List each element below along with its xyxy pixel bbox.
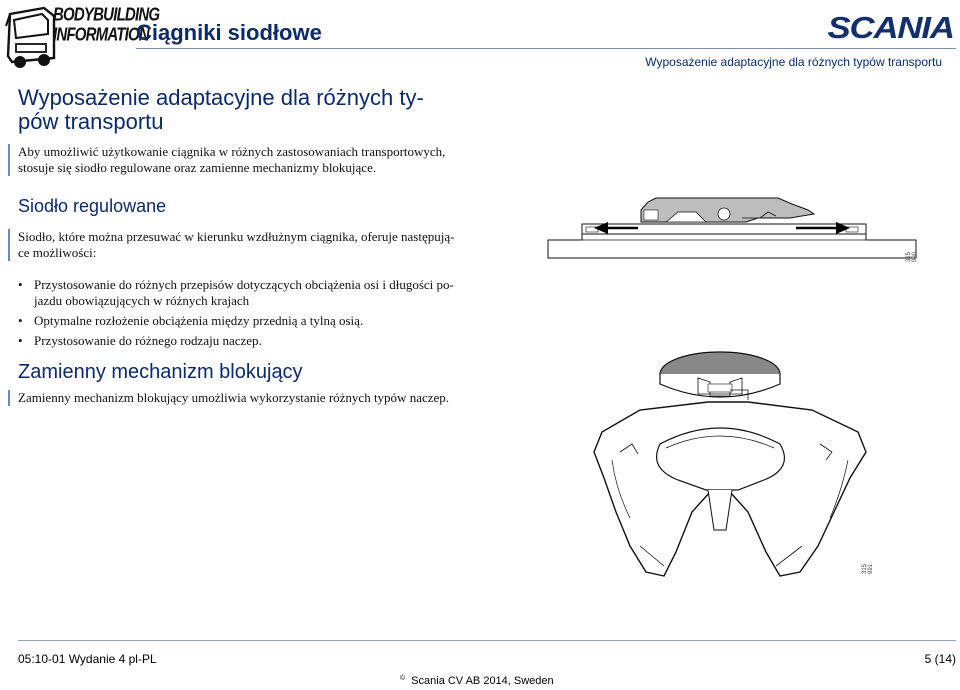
bullet-list bbox=[18, 277, 468, 349]
list-item bbox=[18, 333, 468, 349]
list-item bbox=[18, 277, 468, 309]
intro-line2: stosuje się siodło regulowane oraz zamienne mechanizmy blokujące. bbox=[18, 160, 377, 175]
section-heading-line2: pów transportu bbox=[18, 109, 164, 134]
footer-edition: 05:10-01 Wydanie 4 pl-PL bbox=[18, 652, 157, 666]
page-number: 5 (14) bbox=[924, 652, 956, 666]
list-item bbox=[18, 313, 468, 329]
brand-line1: BODYBUILDING bbox=[53, 4, 160, 26]
footer-divider bbox=[18, 640, 956, 641]
section-heading-line1: Wyposażenie adaptacyjne dla różnych ty- bbox=[18, 85, 424, 110]
scania-logo: SCANIA bbox=[827, 10, 954, 45]
figure-adjustable-fifth-wheel bbox=[546, 188, 918, 262]
copyright-line bbox=[400, 675, 554, 687]
bullet-text: • Przystosowanie do różnych przepisów dotyczących obciążenia osi i długości po- bbox=[34, 277, 454, 292]
header-subtitle: Wyposażenie adaptacyjne dla różnych typów transportu bbox=[645, 55, 942, 69]
truck-icon bbox=[4, 6, 60, 70]
intro-paragraph bbox=[18, 144, 468, 176]
figure-code: 315 991 bbox=[862, 563, 874, 574]
brand-line2: INFORMATION bbox=[53, 24, 149, 46]
page-title: Ciągniki siodłowe bbox=[136, 20, 322, 45]
change-bar bbox=[8, 229, 10, 261]
figure-locking-mechanism bbox=[580, 340, 880, 590]
bullet-text: • Przystosowanie do różnego rodzaju naczep. bbox=[34, 333, 262, 348]
locking-mechanism-illustration bbox=[580, 340, 880, 590]
copyright-symbol: © bbox=[400, 675, 406, 682]
subsection-heading-adjustable: Siodło regulowane bbox=[18, 196, 167, 216]
section-heading bbox=[18, 86, 468, 134]
lock-text: Zamienny mechanizm blokujący umożliwia wykorzystanie różnych typów naczep. bbox=[18, 390, 450, 405]
bullet-text-cont: jazdu obowiązujących w różnych krajach bbox=[34, 293, 250, 308]
fifth-wheel-side-illustration bbox=[546, 188, 918, 262]
subsection-heading-lock: Zamienny mechanizm blokujący bbox=[18, 361, 303, 383]
main-content bbox=[18, 86, 468, 406]
change-bar bbox=[8, 390, 10, 406]
header-divider bbox=[136, 48, 956, 49]
intro-line1: Aby umożliwić użytkowanie ciągnika w różnych zastosowaniach transportowych, bbox=[18, 144, 446, 159]
adjustable-paragraph bbox=[18, 229, 468, 261]
bullet-text: • Optymalne rozłożenie obciążenia między przednią a tylną osią. bbox=[34, 313, 364, 328]
figure-code: 315 990 bbox=[906, 251, 918, 262]
lock-paragraph bbox=[18, 390, 468, 406]
bodybuilding-logo bbox=[4, 2, 160, 70]
adjustable-text-line1: Siodło, które można przesuwać w kierunku wzdłużnym ciągnika, oferuje następują- bbox=[18, 229, 455, 244]
adjustable-text-line2: ce możliwości: bbox=[18, 245, 97, 260]
change-bar bbox=[8, 144, 10, 176]
copyright-text: Scania CV AB 2014, Sweden bbox=[411, 675, 554, 687]
